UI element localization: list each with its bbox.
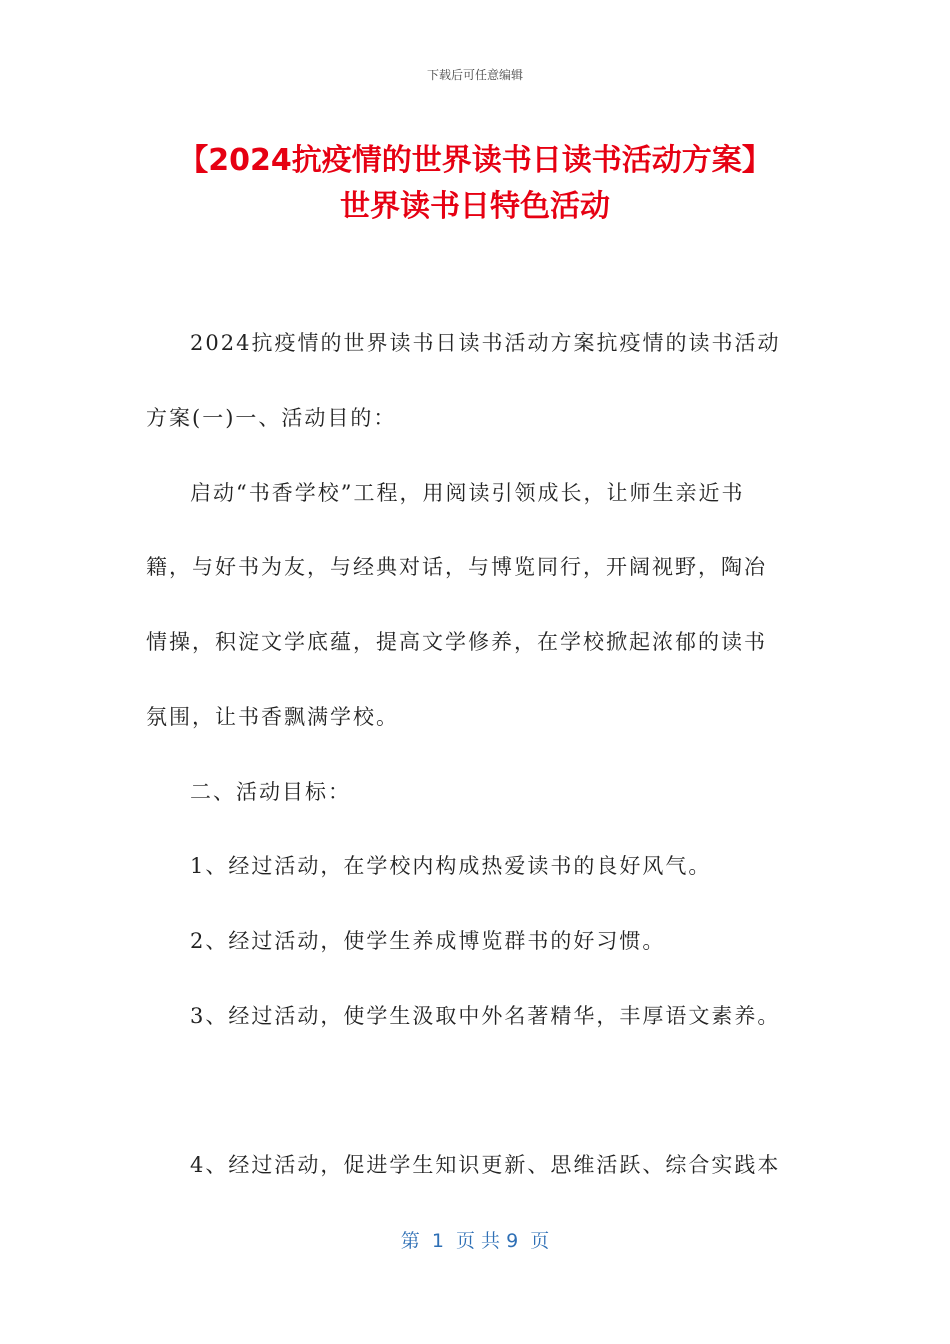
document-title	[100, 138, 850, 230]
body-line-11: 4、经过活动，促进学生知识更新、思维活跃、综合实践本	[190, 1153, 781, 1177]
body-line-4: 籍，与好书为友，与经典对话，与博览同行，开阔视野，陶冶	[146, 555, 767, 579]
body-line-3: 启动“书香学校”工程，用阅读引领成长，让师生亲近书	[190, 481, 745, 505]
title-line-1: 【2024抗疫情的世界读书日读书活动方案】	[178, 143, 772, 178]
body-line-5: 情操，积淀文学底蕴，提高文学修养，在学校掀起浓郁的读书	[146, 630, 767, 654]
body-line-1: 2024抗疫情的世界读书日读书活动方案抗疫情的读书活动	[190, 331, 781, 355]
body-line-2: 方案(一)一、活动目的：	[146, 406, 397, 430]
body-line-9: 2、经过活动，使学生养成博览群书的好习惯。	[190, 929, 666, 953]
header-note: 下载后可任意编辑	[426, 68, 523, 82]
title-line-2: 世界读书日特色活动	[340, 189, 610, 224]
body-line-6: 氛围，让书香飘满学校。	[146, 705, 399, 729]
body-line-7: 二、活动目标：	[190, 780, 351, 804]
page-number: 第 1 页 共 9 页	[400, 1230, 550, 1252]
body-line-8: 1、经过活动，在学校内构成热爱读书的良好风气。	[190, 854, 712, 878]
body-line-10: 3、经过活动，使学生汲取中外名著精华，丰厚语文素养。	[190, 1004, 781, 1028]
